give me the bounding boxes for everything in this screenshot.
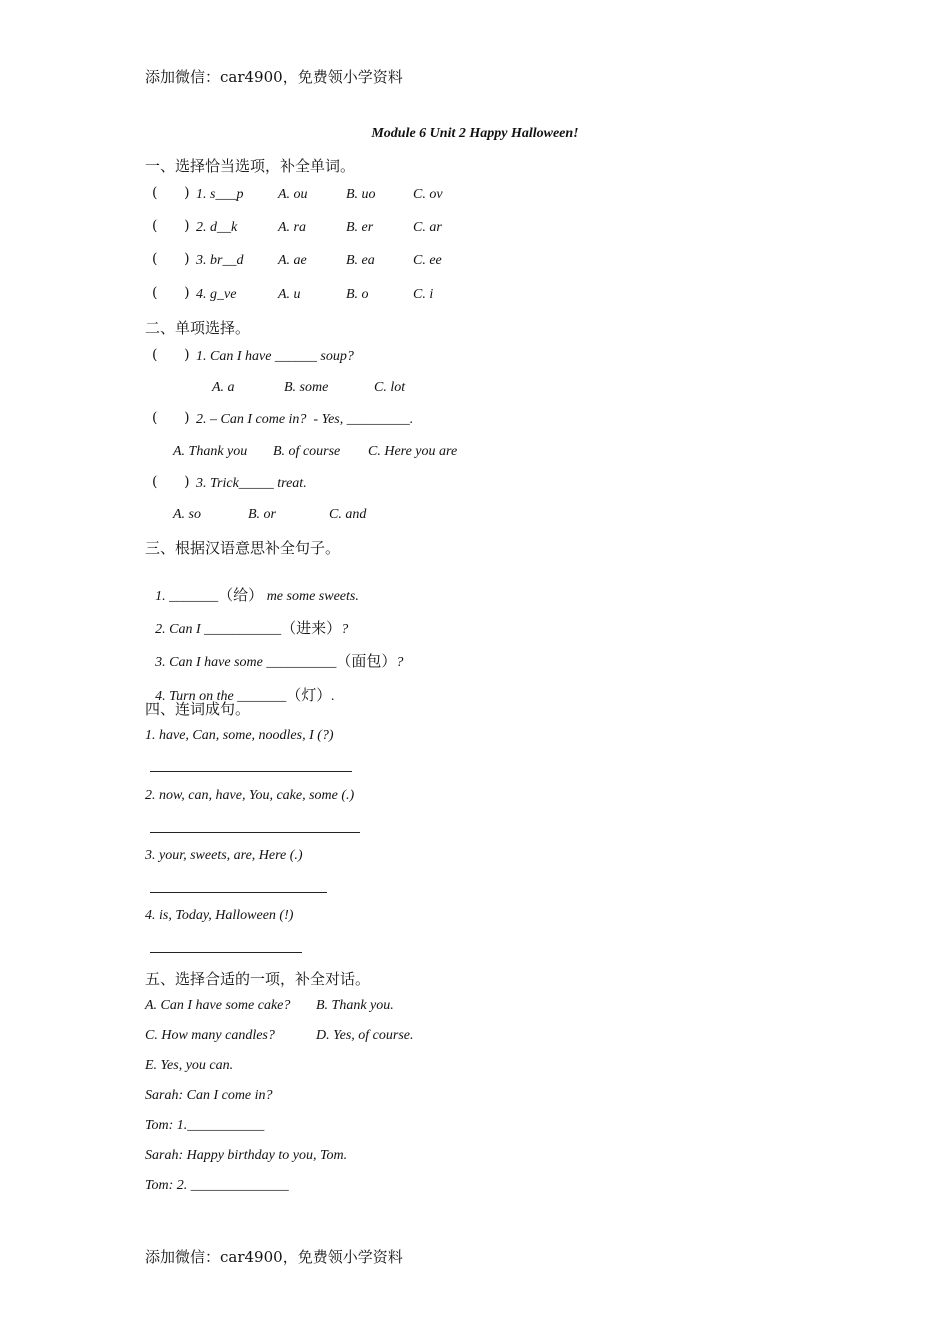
- answer-paren: ( ): [152, 474, 190, 490]
- answer-line: [150, 952, 302, 953]
- section-5-heading: 五、选择合适的一项，补全对话。: [145, 970, 371, 988]
- chinese-hint: （灯）: [286, 686, 332, 704]
- sentence-start: 3. Can I have some __________: [155, 655, 337, 670]
- page-title: Module 6 Unit 2 Happy Halloween!: [371, 126, 579, 141]
- option-a: A. so: [173, 507, 201, 522]
- scrambled-words: 3. your, sweets, are, Here (.): [145, 848, 303, 863]
- chinese-hint: （给）: [218, 586, 264, 604]
- answer-paren: ( ): [152, 410, 190, 426]
- section-1-heading: 一、选择恰当选项，补全单词。: [145, 157, 356, 175]
- dialog-line: Tom: 1.___________: [145, 1118, 265, 1133]
- option-a: A. u: [278, 287, 301, 302]
- answer-line: [150, 832, 360, 833]
- option-c: C. lot: [374, 380, 406, 395]
- section-3-heading: 三、根据汉语意思补全句子。: [145, 539, 341, 557]
- answer-paren: ( ): [152, 218, 190, 234]
- question-text: 1. Can I have ______ soup?: [196, 349, 354, 364]
- option-b: B. or: [248, 507, 276, 522]
- sentence-end: me some sweets.: [263, 589, 359, 604]
- watermark-bottom: 添加微信：car4900，免费领小学资料: [145, 1248, 403, 1266]
- option-b: B. er: [346, 220, 374, 235]
- option-b: B. some: [284, 380, 329, 395]
- sentence-end: ?: [396, 655, 404, 670]
- scrambled-words: 1. have, Can, some, noodles, I (?): [145, 728, 334, 743]
- answer-line: [150, 771, 352, 772]
- option-b: B. ea: [346, 253, 375, 268]
- dialog-line: Sarah: Happy birthday to you, Tom.: [145, 1148, 348, 1163]
- option-b: B. of course: [273, 444, 341, 459]
- option-c: C. ov: [413, 187, 443, 202]
- scrambled-words: 2. now, can, have, You, cake, some (.): [145, 788, 355, 803]
- sentence-start: 2. Can I ___________: [155, 622, 282, 637]
- option-a: A. Can I have some cake?: [145, 998, 291, 1013]
- question-text: 3. Trick_____ treat.: [196, 476, 307, 491]
- question-text: 2. – Can I come in? - Yes, _________.: [196, 412, 414, 427]
- option-a: A. ra: [278, 220, 306, 235]
- dialog-line: Sarah: Can I come in?: [145, 1088, 273, 1103]
- option-e: E. Yes, you can.: [145, 1058, 234, 1073]
- option-c: C. How many candles?: [145, 1028, 275, 1043]
- answer-paren: ( ): [152, 347, 190, 363]
- option-c: C. and: [329, 507, 367, 522]
- sentence-start: 4. Turn on the _______: [155, 689, 287, 704]
- sentence-start: 1. _______: [155, 589, 219, 604]
- question-text: 2. d__k: [196, 220, 238, 235]
- answer-paren: ( ): [152, 185, 190, 201]
- answer-line: [150, 892, 327, 893]
- option-b: B. Thank you.: [316, 998, 394, 1013]
- question-text: 4. g_ve: [196, 287, 237, 302]
- option-b: B. o: [346, 287, 369, 302]
- option-d: D. Yes, of course.: [316, 1028, 414, 1043]
- option-c: C. ee: [413, 253, 442, 268]
- section-4-heading: 四、连词成句。: [145, 700, 251, 718]
- watermark-top: 添加微信：car4900，免费领小学资料: [145, 68, 403, 86]
- option-b: B. uo: [346, 187, 376, 202]
- option-c: C. Here you are: [368, 444, 458, 459]
- dialog-line: Tom: 2. ______________: [145, 1178, 289, 1193]
- chinese-hint: （进来）: [281, 619, 342, 637]
- option-c: C. ar: [413, 220, 442, 235]
- question-text: 1. s___p: [196, 187, 244, 202]
- option-c: C. i: [413, 287, 434, 302]
- scrambled-words: 4. is, Today, Halloween (!): [145, 908, 294, 923]
- answer-paren: ( ): [152, 285, 190, 301]
- option-a: A. a: [212, 380, 235, 395]
- sentence-end: .: [331, 689, 335, 704]
- option-a: A. ae: [278, 253, 307, 268]
- answer-paren: ( ): [152, 251, 190, 267]
- question-text: 3. br__d: [196, 253, 244, 268]
- section-2-heading: 二、单项选择。: [145, 319, 251, 337]
- chinese-hint: （面包）: [336, 652, 397, 670]
- option-a: A. Thank you: [173, 444, 248, 459]
- option-a: A. ou: [278, 187, 308, 202]
- sentence-end: ?: [341, 622, 349, 637]
